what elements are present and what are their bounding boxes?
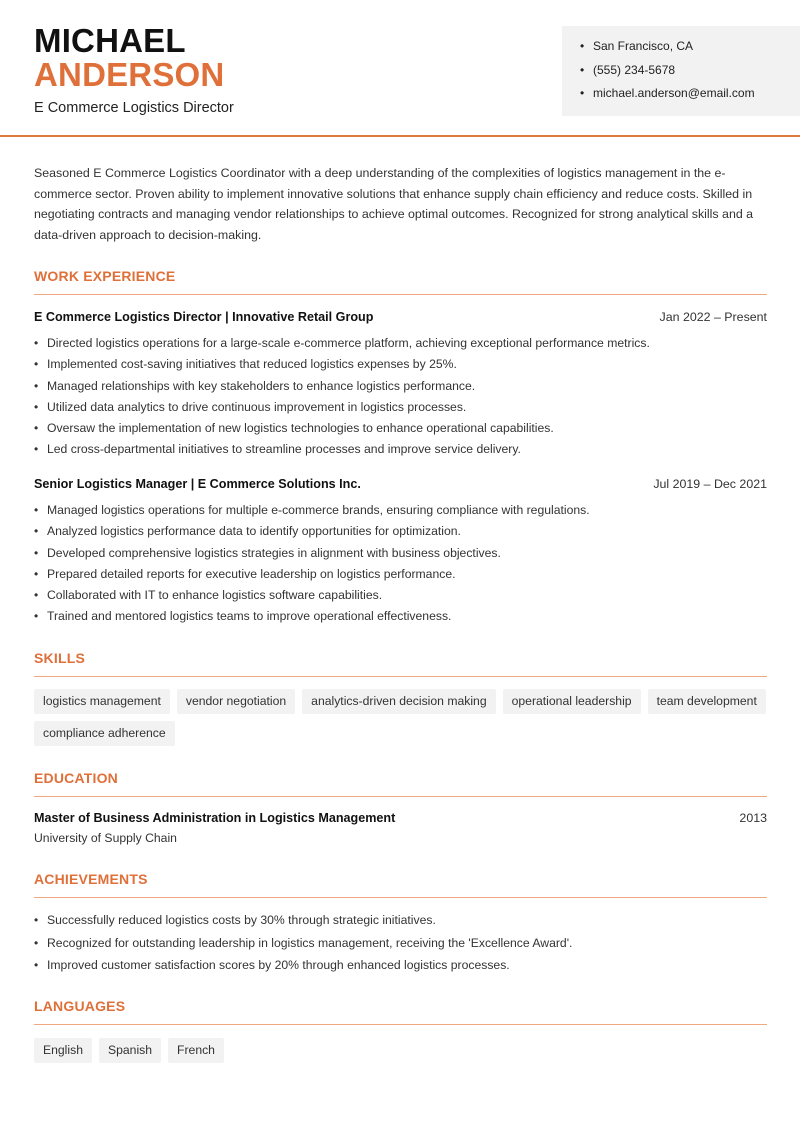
skill-tag: team development [648,689,766,714]
list-item-text: Managed logistics operations for multiple e-commerce brands, ensuring compliance with regulations. [47,503,590,517]
list-item [34,421,767,442]
skills-tags [34,689,774,746]
bullet-icon: • [34,421,39,436]
list-item [34,357,767,378]
skill-tag: compliance adherence [34,721,175,746]
skill-tag: vendor negotiation [177,689,295,714]
list-item [34,524,767,545]
list-item [34,400,767,421]
section-title-education: EDUCATION [34,770,118,786]
list-item [34,379,767,400]
list-item-text: Developed comprehensive logistics strategies in alignment with business objectives. [47,545,501,560]
section-divider [34,897,767,898]
bullet-icon: • [34,566,39,581]
contact-phone [580,63,800,87]
section-title-skills: SKILLS [34,650,85,666]
list-item [34,588,767,609]
education-header [34,811,767,825]
job-title: E Commerce Logistics Director [34,100,234,116]
list-item-text: Implemented cost-saving initiatives that reduced logistics expenses by 25%. [47,357,457,372]
summary-paragraph: Seasoned E Commerce Logistics Coordinator with a deep understanding of the complexities of logistics management in the e-commerce sector. Proven ability to implement innovative solutions that enhance supply chain efficiency and reduce costs. Skilled in negotiating contracts and managing vendor relationships to achieve optimal outcomes. Recognized for strong analytical skills and a data-driven approach to decision-making. [34,166,754,242]
job-role: Senior Logistics Manager | E Commerce Solutions Inc. [34,477,361,491]
job-date: Jan 2022 – Present [659,310,767,324]
skill-tag: operational leadership [503,689,641,714]
language-tag: French [168,1038,224,1063]
bullet-icon: • [34,399,39,414]
list-item-text: Prepared detailed reports for executive leadership on logistics performance. [47,566,456,581]
language-tag: Spanish [99,1038,161,1063]
first-name: MICHAEL [34,22,186,59]
section-title-achievements: ACHIEVEMENTS [34,871,148,887]
bullet-icon: • [34,545,39,560]
section-divider [34,796,767,797]
bullet-icon: • [34,378,39,393]
list-item-text: Directed logistics operations for a large-scale e-commerce platform, achieving exceptional performance metrics. [47,336,650,350]
list-item-text: Collaborated with IT to enhance logistics software capabilities. [47,588,383,603]
list-item [34,936,767,959]
list-item [34,503,767,524]
list-item-text: Trained and mentored logistics teams to improve operational effectiveness. [47,609,452,624]
bullet-icon: • [580,39,585,53]
list-item-text: Managed relationships with key stakeholders to enhance logistics performance. [47,378,476,393]
contact-email [580,86,800,110]
bullet-icon: • [580,62,585,77]
contact-box [562,26,800,116]
list-item [34,336,767,357]
bullet-icon: • [34,503,39,517]
section-title-languages: LANGUAGES [34,998,126,1014]
list-item-text: Oversaw the implementation of new logistics technologies to enhance operational capabilities. [47,421,554,436]
skill-tag: logistics management [34,689,170,714]
bullet-icon: • [34,588,39,603]
list-item [34,567,767,588]
list-item [34,609,767,630]
section-divider [34,1024,767,1025]
list-item-text: Recognized for outstanding leadership in logistics management, receiving the 'Excellence Award'. [47,935,573,950]
job-bullets [34,503,767,631]
contact-location [580,39,800,63]
list-item-text: Utilized data analytics to drive continuous improvement in logistics processes. [47,399,467,414]
section-divider [34,676,767,677]
list-item-text: Analyzed logistics performance data to identify opportunities for optimization. [47,524,461,539]
job-role: E Commerce Logistics Director | Innovative Retail Group [34,310,374,324]
bullet-icon: • [580,86,585,100]
bullet-icon: • [34,913,39,927]
bullet-icon: • [34,935,39,950]
job-bullets [34,336,767,464]
contact-phone-text: (555) 234-5678 [593,62,676,77]
list-item-text: Led cross-departmental initiatives to streamline processes and improve service delivery. [47,442,521,457]
resume-header [0,0,800,137]
education-degree: Master of Business Administration in Logistics Management [34,811,396,825]
education-year: 2013 [739,811,767,825]
list-item [34,546,767,567]
list-item [34,442,767,463]
contact-location-text: San Francisco, CA [593,39,694,53]
language-tag: English [34,1038,92,1063]
list-item [34,913,767,936]
achievements-list [34,913,767,981]
education-school: University of Supply Chain [34,831,177,845]
list-item-text: Improved customer satisfaction scores by 20% through enhanced logistics processes. [47,958,510,972]
last-name: ANDERSON [34,56,225,93]
job-date: Jul 2019 – Dec 2021 [653,477,767,491]
section-divider [34,294,767,295]
bullet-icon: • [34,524,39,539]
list-item [34,958,767,981]
job-header [34,310,767,324]
section-title-work: WORK EXPERIENCE [34,268,176,284]
contact-email-text: michael.anderson@email.com [593,86,755,100]
list-item-text: Successfully reduced logistics costs by 30% through strategic initiatives. [47,913,436,927]
bullet-icon: • [34,357,39,372]
skill-tag: analytics-driven decision making [302,689,495,714]
bullet-icon: • [34,609,39,624]
job-header [34,477,767,491]
bullet-icon: • [34,336,39,350]
bullet-icon: • [34,442,39,457]
language-tags [34,1038,774,1063]
bullet-icon: • [34,958,39,972]
